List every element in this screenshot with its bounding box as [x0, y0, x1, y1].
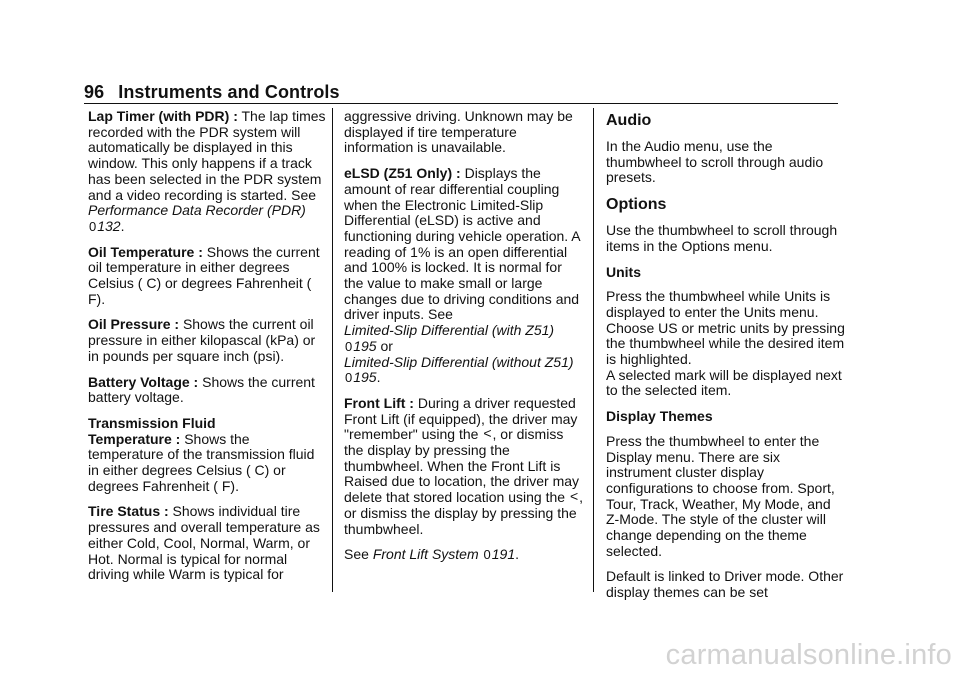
column-divider-2: [593, 108, 594, 592]
trans-fluid-text: Shows the temperature of the transmission fluid in either degrees Celsius ( C) or degrees Fahrenheit ( F).: [88, 430, 315, 494]
front-lift-system-reference-page[interactable]: 191: [491, 546, 516, 563]
page-title: Instruments and Controls: [118, 82, 340, 102]
tire-status-paragraph: [88, 504, 328, 583]
elsd-paragraph: [344, 166, 584, 386]
battery-text: Shows the current battery voltage.: [88, 373, 315, 406]
page-ref-icon: 0: [89, 218, 97, 234]
units-text-2: A selected mark will be displayed next to the selected item.: [606, 366, 842, 399]
front-lift-text-c: , or dismiss the display by pressing the thumbwheel.: [344, 489, 584, 537]
audio-text: In the Audio menu, use the thumbwheel to scroll through audio presets.: [606, 138, 824, 186]
trans-fluid-paragraph: [88, 416, 328, 495]
units-heading: Units: [606, 263, 641, 280]
sentence-end: .: [120, 217, 125, 234]
sentence-end: .: [515, 546, 519, 563]
column-3: [606, 112, 846, 611]
options-text: Use the thumbwheel to scroll through items in the Options menu.: [606, 222, 838, 254]
battery-paragraph: [88, 375, 328, 406]
watermark: carmanualsonline.info: [665, 639, 952, 671]
lsd-no-z51-reference-page[interactable]: 195: [353, 369, 377, 386]
trans-fluid-label-line2: Temperature :: [88, 430, 181, 447]
trans-fluid-label-line1: Transmission Fluid: [88, 414, 216, 431]
front-lift-text-a: During a driver requested Front Lift (if equipped), the driver may "remember" using the: [344, 394, 578, 443]
oil-temp-paragraph: [88, 245, 328, 308]
front-lift-system-reference-link[interactable]: Front Lift System: [372, 546, 479, 563]
battery-label: Battery Voltage :: [88, 373, 199, 390]
page-header: [84, 82, 340, 103]
page-number: 96: [84, 82, 105, 102]
pdr-reference-page[interactable]: 132: [97, 217, 121, 234]
units-text: [606, 289, 846, 399]
pdr-reference-link[interactable]: Performance Data Recorder (PDR): [88, 202, 306, 219]
lap-timer-paragraph: [88, 109, 328, 235]
chevron-left-icon: <: [569, 488, 579, 505]
elsd-text: Displays the amount of rear differential coupling when the Electronic Limited-Slip Differential (eLSD) is active and functioning during vehicle operation. A reading of 1% is an open differential and 100% is locked. It is normal for the value to make small or large changes due to driving conditions and driver inputs. See: [344, 165, 580, 323]
column-1: [88, 109, 328, 593]
lsd-z51-reference-link[interactable]: Limited-Slip Differential (with Z51): [344, 322, 555, 339]
audio-heading: Audio: [606, 112, 652, 129]
front-lift-paragraph: [344, 396, 584, 537]
lap-timer-label: Lap Timer (with PDR) :: [88, 108, 238, 124]
chevron-left-icon: <: [483, 425, 492, 442]
column-2: [344, 109, 584, 573]
tire-status-label: Tire Status :: [88, 503, 169, 520]
tire-status-text: Shows individual tire pressures and overall temperature as either Cold, Cool, Normal, Warm, or Hot. Normal is typical for normal driving while Warm is typical for: [88, 503, 320, 583]
front-lift-text-b: , or dismiss the display by pressing the thumbwheel. When the Front Lift is Raised due to location, the driver may delete that stored location using the: [344, 426, 580, 506]
front-lift-label: Front Lift :: [344, 394, 414, 411]
lsd-no-z51-reference-link[interactable]: Limited-Slip Differential (without Z51): [344, 353, 574, 370]
display-themes-text-2: Default is linked to Driver mode. Other display themes can be set: [606, 568, 844, 601]
oil-temp-label: Oil Temperature :: [88, 243, 203, 260]
lap-timer-text: The lap times recorded with the PDR system will automatically be displayed in this window. This only happens if a track has been selected in the PDR system and a video recording is started. See: [88, 108, 326, 203]
oil-pressure-text: Shows the current oil pressure in either kilopascal (kPa) or in pounds per square inch (psi).: [88, 316, 316, 364]
elsd-label: eLSD (Z51 Only) :: [344, 165, 461, 182]
front-lift-see-paragraph: [344, 547, 584, 563]
sentence-end: .: [376, 369, 381, 386]
page-ref-icon: 0: [483, 547, 491, 563]
oil-pressure-paragraph: [88, 317, 328, 364]
or-text: or: [380, 337, 393, 354]
lsd-z51-reference-page[interactable]: 195: [353, 337, 377, 354]
header-rule: [84, 103, 838, 104]
options-heading: Options: [606, 196, 667, 214]
column-divider-1: [332, 108, 333, 592]
oil-pressure-label: Oil Pressure :: [88, 316, 180, 333]
page-ref-icon: 0: [345, 338, 353, 354]
oil-temp-text: Shows the current oil temperature in either degrees Celsius ( C) or degrees Fahrenheit ( F).: [88, 243, 320, 307]
tire-status-continued: aggressive driving. Unknown may be displayed if tire temperature information is unavailable.: [344, 108, 573, 156]
see-text: See: [344, 546, 369, 563]
page-ref-icon: 0: [345, 370, 353, 386]
units-text-1: Press the thumbwheel while Units is displayed to enter the Units menu. Choose US or metric units by pressing the thumbwheel while the desired item is highlighted.: [606, 288, 845, 368]
display-themes-heading: Display Themes: [606, 408, 713, 425]
display-themes-text-1: Press the thumbwheel to enter the Display menu. There are six instrument cluster display configurations to choose from. Sport, Tour, Track, Weather, My Mode, and Z-Mode. The style of the cluster will change depending on the theme selected.: [606, 432, 835, 559]
